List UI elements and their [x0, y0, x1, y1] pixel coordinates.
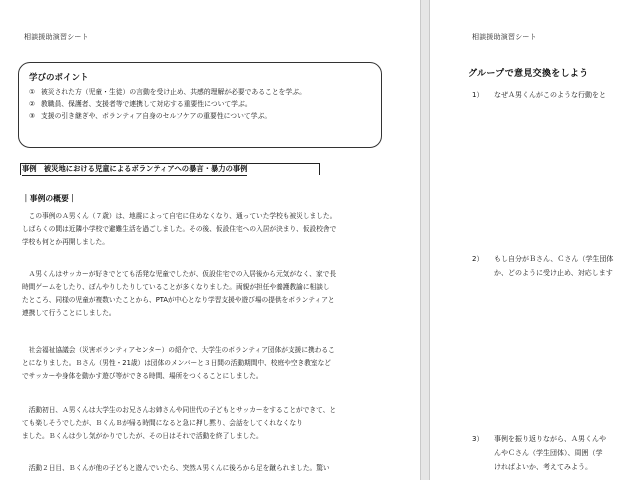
question-line: もし自分がＢさん、Ｃさん（学生団体 [494, 255, 614, 263]
learning-points-title: 学びのポイント [29, 73, 89, 83]
learning-point-number: ① [29, 88, 36, 96]
paragraph-line: 連携して行うことにしました。 [22, 309, 116, 317]
paragraph-line: 活動２日目、Ｂくんが他の子どもと遊んでいたら、突然Ａ男くんに後ろから足を蹴られました。驚い [22, 464, 330, 472]
paragraph-line: 時間ゲームをしたり、ぼんやりしたりしていることが多くなりました。両親が担任や養護教諭に相談し [22, 283, 330, 291]
question-number: 3） [472, 435, 484, 443]
case-paragraph-2 [22, 268, 394, 320]
paragraph-line: Ａ男くんはサッカーが好きでとても活発な児童でしたが、仮設住宅での入居後から元気がなく、家で長 [22, 270, 337, 278]
learning-point-text: 支援の引き継ぎや、ボランティア自身のセルフケアの重要性について学ぶ。 [41, 112, 272, 120]
case-paragraph-5 [22, 462, 394, 475]
paragraph-line: ました。Ｂくんは少し気がかりでしたが、その日はそれで活動を終了しました。 [22, 432, 263, 440]
case-paragraph-3 [22, 344, 394, 383]
discussion-question-3 [472, 432, 640, 474]
learning-point-1 [29, 86, 371, 98]
paragraph-line: でサッカーや身体を動かす遊び等ができる時間、場所をつくることにしました。 [22, 372, 263, 380]
case-overview-heading: ｜事例の概要｜ [22, 194, 77, 203]
learning-point-2 [29, 98, 371, 110]
learning-point-number: ② [29, 100, 36, 108]
question-line: か、どのように受け止め、対応します [494, 269, 613, 277]
case-title: 事例 被災地における児童によるボランティアへの暴言・暴力の事例 [22, 164, 247, 176]
discussion-question-1 [472, 88, 640, 102]
case-paragraph-4 [22, 404, 394, 443]
page-header: 相談援助演習シート [472, 33, 537, 41]
question-line: ければよいか、考えてみよう。 [494, 463, 592, 471]
learning-point-3 [29, 110, 371, 122]
page-header: 相談援助演習シート [24, 33, 89, 41]
paragraph-line: 社会福祉協議会（災害ボランティアセンター）の紹介で、大学生のボランティア団体が支援に携わるこ [22, 346, 335, 354]
group-discussion-title: グループで意見交換をしよう [468, 69, 589, 79]
document-page-right [430, 0, 640, 480]
question-number: 2） [472, 255, 484, 263]
question-line: んやＣさん（学生団体）、周囲（学 [494, 449, 603, 457]
learning-point-text: 被災された方（児童・生徒）の言動を受け止め、共感的理解が必要であることを学ぶ。 [41, 88, 306, 96]
question-line: 事例を振り返りながら、Ａ男くんや [494, 435, 606, 443]
paragraph-line: この事例のＡ男くん（７歳）は、地震によって自宅に住めなくなり、通っていた学校も被災しました。 [22, 212, 337, 220]
paragraph-line: たところ、同様の児童が複数いたことから、PTAが中心となり学習支援や遊び場の提供をボランティアと [22, 296, 335, 304]
question-number: 1） [472, 91, 484, 99]
question-line: なぜＡ男くんがこのような行動をと [494, 91, 606, 99]
case-paragraph-1 [22, 210, 394, 249]
paragraph-line: とになりました。Ｂさん（男性・21歳）は団体のメンバーと３日間の活動期間中、校庭や空き教室など [22, 359, 331, 367]
learning-point-text: 教職員、保護者、支援者等で連携して対応する重要性について学ぶ。 [41, 100, 252, 108]
paragraph-line: 学校も何とか再開しました。 [22, 238, 109, 246]
learning-points-box [18, 62, 382, 148]
discussion-question-2 [472, 252, 640, 280]
paragraph-line: 活動初日、Ａ男くんは大学生のお兄さんお姉さんや同世代の子どもとサッカーをすることができて、と [22, 406, 337, 414]
paragraph-line: ても楽しそうでしたが、ＢくんＢが帰る時間になると急に押し黙り、会話をしてくれなくなり [22, 419, 303, 427]
learning-point-number: ③ [29, 112, 36, 120]
paragraph-line: しばらくの間は近隣小学校で避難生活を過ごしました。その後、仮設住宅への入居が決まり、仮設校舎で [22, 225, 337, 233]
